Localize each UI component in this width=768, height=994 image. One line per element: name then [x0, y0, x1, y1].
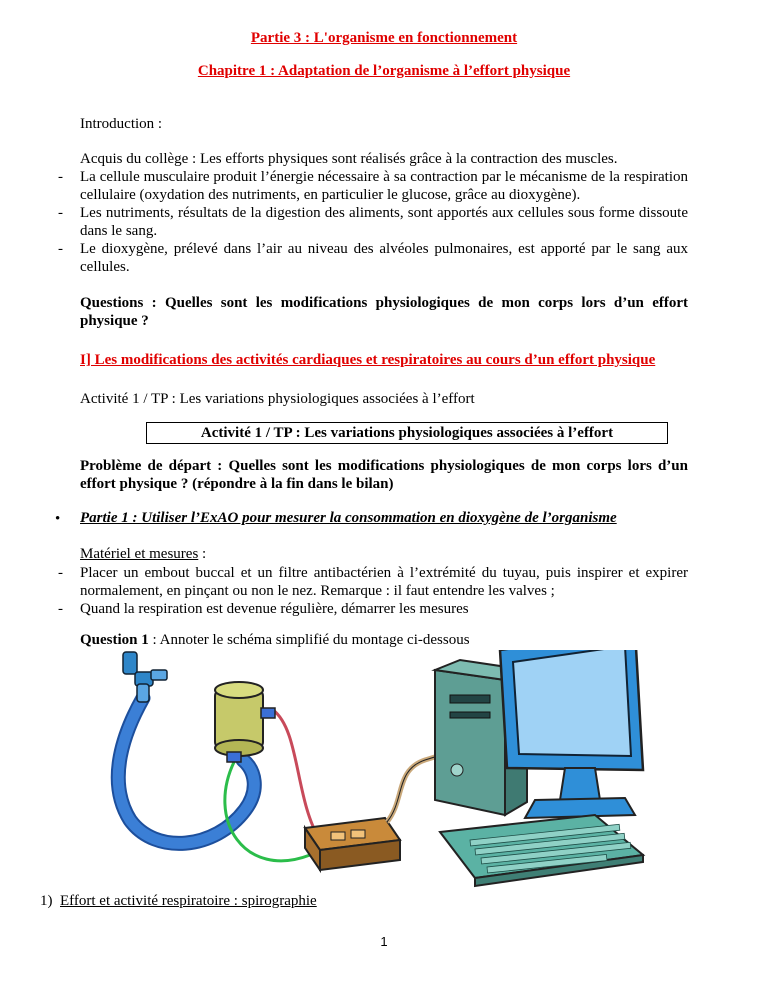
mouthpiece-valve: [123, 652, 167, 702]
question1-text: : Annoter le schéma simplifié du montage ci-dessous: [148, 632, 470, 648]
chapter-title: Chapitre 1 : Adaptation de l’organisme à l’effort physique: [197, 63, 571, 79]
subsection-heading: [40, 893, 317, 910]
red-wire: [273, 710, 320, 840]
subsection-number: 1): [40, 893, 53, 909]
section-title: I] Les modifications des activités cardiaques et respiratoires au cours d’un effort physique: [80, 352, 656, 368]
list-item: - Le dioxygène, prélevé dans l’air au niveau des alvéoles pulmonaires, est apporté par le sang aux cellules.: [58, 241, 688, 275]
keyboard: [440, 815, 643, 886]
sensor-chamber: [215, 682, 275, 762]
material-label: Matériel et mesures: [80, 546, 199, 562]
activity-box: Activité 1 / TP : Les variations physiologiques associées à l’effort: [146, 422, 668, 444]
list-item-text: Les nutriments, résultats de la digestion des aliments, sont apportés aux cellules sous forme dissoute dans le sang.: [80, 205, 688, 239]
questions: Questions : Quelles sont les modifications physiologiques de mon corps lors d’un effort physique ?: [80, 295, 688, 329]
activity-line: Activité 1 / TP : Les variations physiologiques associées à l’effort: [80, 391, 475, 407]
interface-box: [305, 818, 400, 870]
prior-knowledge-list: [58, 168, 688, 276]
material-list: [58, 564, 688, 618]
exao-setup-illustration: [95, 650, 675, 890]
introduction-label: Introduction :: [80, 116, 163, 132]
subsection-title: Effort et activité respiratoire : spirographie: [60, 893, 317, 909]
list-item: - Placer un embout buccal et un filtre antibactérien à l’extrémité du tuyau, puis inspirer et expirer normalement, en pinçant ou non le nez. Remarque : il faut entendre les valves ;: [58, 565, 688, 599]
question1-label: Question 1: [80, 632, 149, 648]
list-item: - La cellule musculaire produit l’énergie nécessaire à sa contraction par le mécanisme de la respiration cellulaire (oxydation des nutriments, en particulier le glucose, grâce au dioxygène).: [58, 169, 688, 203]
starting-problem: Problème de départ : Quelles sont les modifications physiologiques de mon corps lors d’un effort physique ? (répondre à la fin dans le bilan): [80, 458, 688, 492]
list-item: - Quand la respiration est devenue régulière, démarrer les mesures: [58, 600, 688, 618]
material-heading: [80, 546, 206, 563]
page-number: 1: [380, 934, 388, 949]
list-item-text: Le dioxygène, prélevé dans l’air au niveau des alvéoles pulmonaires, est apporté par le sang aux cellules.: [80, 241, 688, 275]
list-item-text: Placer un embout buccal et un filtre antibactérien à l’extrémité du tuyau, puis inspirer et expirer normalement, en pinçant ou non le nez. Remarque : il faut entendre les valves ;: [80, 565, 688, 599]
prior-knowledge-lead: Acquis du collège : Les efforts physiques sont réalisés grâce à la contraction des muscles.: [80, 151, 618, 167]
question1: [80, 632, 470, 649]
part1-title: Partie 1 : Utiliser l’ExAO pour mesurer la consommation en dioxygène de l’organisme: [80, 510, 617, 526]
list-item-text: La cellule musculaire produit l’énergie nécessaire à sa contraction par le mécanisme de la respiration cellulaire (oxydation des nutriments, en particulier le glucose, grâce au dioxygène).: [80, 169, 688, 203]
part-title: Partie 3 : L'organisme en fonctionnement: [250, 30, 518, 46]
part1-bullet: •: [55, 511, 61, 527]
list-item: - Les nutriments, résultats de la digestion des aliments, sont apportés aux cellules sous forme dissoute dans le sang.: [58, 205, 688, 239]
material-label-suffix: :: [198, 546, 207, 562]
list-item-text: Quand la respiration est devenue régulière, démarrer les mesures: [80, 601, 469, 617]
